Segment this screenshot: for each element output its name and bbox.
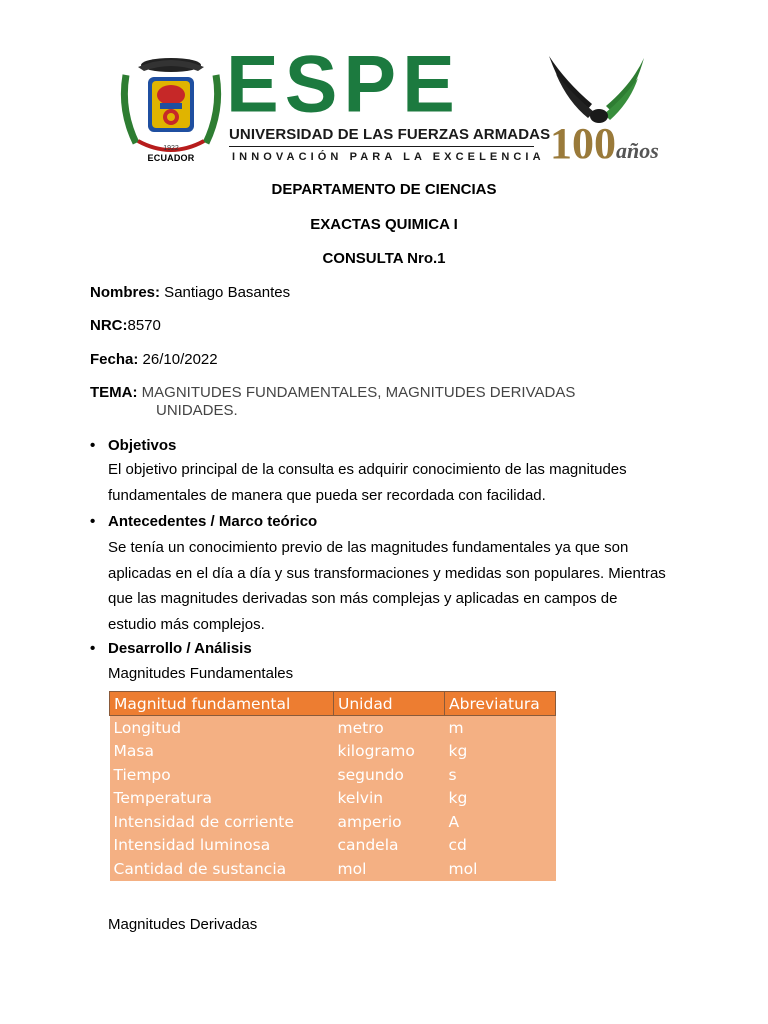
tema-label: TEMA:: [90, 384, 138, 401]
tema-line: [90, 384, 575, 401]
derivadas-caption: Magnitudes Derivadas: [108, 916, 258, 933]
department-title: DEPARTAMENTO DE CIENCIAS: [271, 181, 497, 198]
table-cell: kelvin: [334, 787, 445, 811]
table-cell: metro: [334, 716, 445, 740]
table-cell: s: [445, 763, 556, 787]
table-cell: kilogramo: [334, 740, 445, 764]
anniversary-number: 100: [550, 119, 616, 168]
bullet-icon: •: [90, 437, 96, 454]
bullet-icon: •: [90, 640, 96, 657]
document-header: [0, 0, 768, 175]
table-cell: Cantidad de sustancia: [110, 857, 334, 881]
table-header-row: [110, 692, 556, 716]
bullet-icon: •: [90, 513, 96, 530]
desarrollo-title: Desarrollo / Análisis: [108, 640, 252, 657]
anniversary-badge: [550, 119, 659, 173]
ecuador-crest-logo: [118, 55, 224, 167]
table-header-cell: Magnitud fundamental: [110, 692, 334, 716]
table-row: [110, 857, 556, 881]
fecha-line: [90, 351, 218, 368]
espe-logo-text: ESPE: [226, 38, 461, 129]
table-row: [110, 787, 556, 811]
nombres-value: Santiago Basantes: [160, 284, 291, 301]
table-header-cell: Unidad: [334, 692, 445, 716]
antecedentes-text: Se tenía un conocimiento previo de las magnitudes fundamentales ya que son aplicadas en el día a día y sus transformaciones y medidas son populares. Mientras que las magnitudes derivadas son más complejas y aplicadas en campos de estudio más complejos.: [108, 539, 666, 633]
table-row: [110, 834, 556, 858]
table-cell: amperio: [334, 810, 445, 834]
table-cell: Tiempo: [110, 763, 334, 787]
crest-caption: ECUADOR: [147, 153, 195, 163]
table-cell: kg: [445, 740, 556, 764]
fecha-value: 26/10/2022: [138, 351, 218, 368]
magnitudes-table: [109, 691, 556, 881]
university-name: UNIVERSIDAD DE LAS FUERZAS ARMADAS: [229, 126, 551, 143]
table-cell: m: [445, 716, 556, 740]
nrc-value: 8570: [127, 317, 161, 334]
table-cell: mol: [445, 857, 556, 881]
antecedentes-title: Antecedentes / Marco teórico: [108, 513, 318, 530]
tema-value-continued: UNIDADES.: [156, 402, 238, 419]
table-cell: candela: [334, 834, 445, 858]
table-cell: Intensidad luminosa: [110, 834, 334, 858]
table-cell: Temperatura: [110, 787, 334, 811]
desarrollo-heading: [90, 640, 252, 657]
table-cell: cd: [445, 834, 556, 858]
table-row: [110, 763, 556, 787]
table-cell: kg: [445, 787, 556, 811]
table-cell: Intensidad de corriente: [110, 810, 334, 834]
nrc-line: [90, 317, 161, 334]
svg-text:1922: 1922: [163, 145, 179, 152]
fecha-label: Fecha:: [90, 351, 139, 368]
table-cell: Masa: [110, 740, 334, 764]
header-rule: [229, 146, 534, 147]
objetivos-title: Objetivos: [108, 437, 177, 454]
fundamentales-caption: Magnitudes Fundamentales: [108, 665, 294, 682]
tema-value: MAGNITUDES FUNDAMENTALES, MAGNITUDES DERIVADAS: [137, 384, 576, 401]
table-row: [110, 740, 556, 764]
nrc-label: NRC:: [90, 317, 128, 334]
consulta-title: CONSULTA Nro.1: [322, 250, 446, 267]
table-cell: segundo: [334, 763, 445, 787]
table-cell: Longitud: [110, 716, 334, 740]
university-motto: INNOVACIÓN PARA LA EXCELENCIA: [232, 151, 545, 163]
nombres-line: [90, 284, 290, 301]
anniversary-word: años: [616, 138, 659, 163]
table-header-cell: Abreviatura: [445, 692, 556, 716]
objetivos-heading: [90, 437, 176, 454]
table-cell: A: [445, 810, 556, 834]
antecedentes-heading: [90, 513, 317, 530]
table-cell: mol: [334, 857, 445, 881]
nombres-label: Nombres:: [90, 284, 161, 301]
table-row: [110, 716, 556, 740]
table-row: [110, 810, 556, 834]
objetivos-text: El objetivo principal de la consulta es adquirir conocimiento de las magnitudes fundamentales de manera que pueda ser recordada con facilidad.: [108, 461, 627, 504]
course-title: EXACTAS QUIMICA I: [310, 216, 458, 233]
